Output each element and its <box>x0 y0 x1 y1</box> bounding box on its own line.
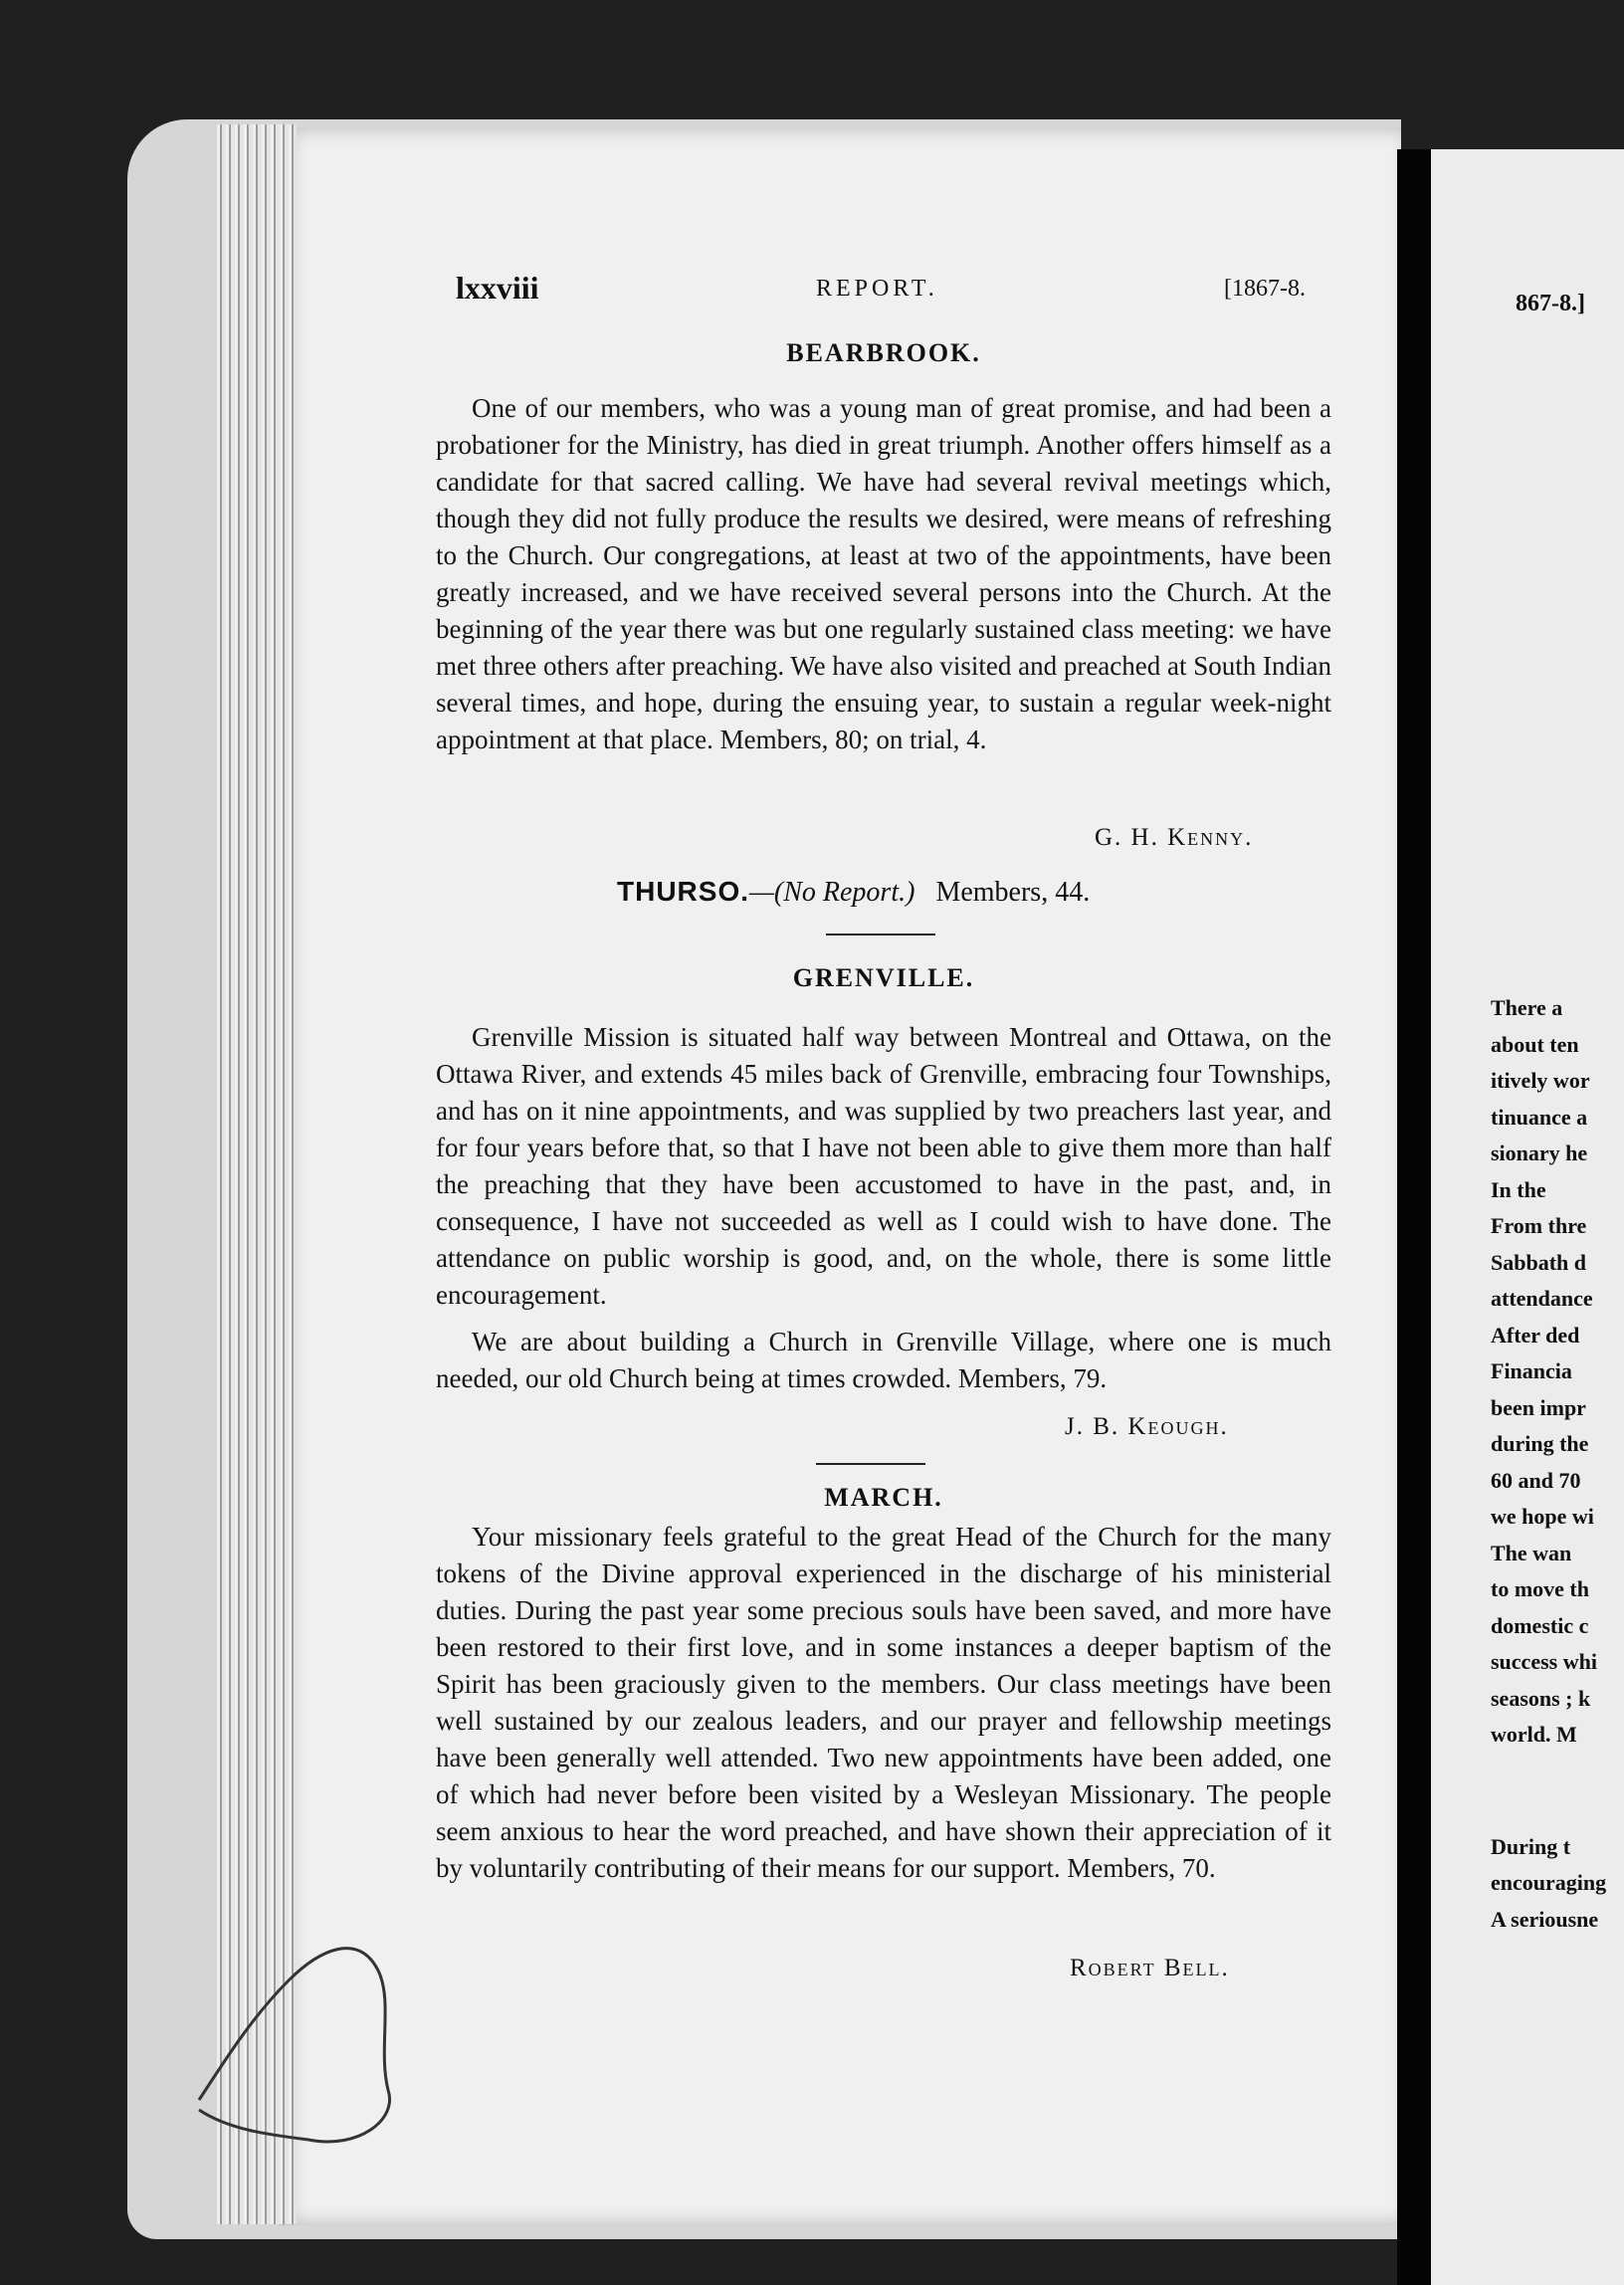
facing-line: we hope wi <box>1491 1504 1594 1529</box>
facing-line: been impr <box>1491 1394 1586 1420</box>
march-paragraph: Your missionary feels grateful to the great Head of the Church for the many tokens of the Divine approval experienced in the discharge of his ministerial duties. During the past year some precious souls have been saved, and more have been restored to their first love, and in some instances a deeper baptism of the Spirit has been graciously given to the members. Our class meetings have been well sustained by our zealous leaders, and our prayer and fellowship meetings have been generally well attended. Two new appointments have been added, one of which had never before been visited by a Wesleyan Missionary. The people seem anxious to hear the word preached, and have shown their appreciation of it by voluntarily contributing of their means for our support. Members, 70. <box>436 1522 1331 1883</box>
facing-line: encouraging <box>1491 1870 1607 1895</box>
facing-line: From thre <box>1491 1213 1587 1238</box>
facing-line: 60 and 70 <box>1491 1467 1581 1493</box>
grenville-signature: J. B. Keough. <box>1065 1413 1229 1440</box>
facing-line: about ten <box>1491 1031 1579 1057</box>
thurso-title: THURSO. <box>617 876 749 907</box>
section-divider <box>816 1463 925 1465</box>
grenville-body <box>436 1019 1331 1397</box>
bearbrook-signature: G. H. Kenny. <box>1095 824 1254 851</box>
facing-line: itively wor <box>1491 1068 1590 1093</box>
facing-line: sionary he <box>1491 1141 1588 1165</box>
page-years: [1867-8. <box>1224 276 1306 302</box>
facing-page-text <box>1491 990 1624 1938</box>
march-signature: Robert Bell. <box>1070 1955 1230 1981</box>
bearbrook-paragraph: One of our members, who was a young man of great promise, and had been a probationer for the Ministry, has died in great triumph. Another offers himself as a candidate for that sacred calling. We have had several revival meetings which, though they did not fully produce the results we desired, were means of refreshing to the Church. Our congregations, at least at two of the appointments, have been greatly increased, and we have received several persons into the Church. At the beginning of the year there was but one regularly sustained class meeting: we have met three others after preaching. We have also visited and preached at South Indian several times, and hope, during the ensuing year, to sustain a regular week-night appointment at that place. Members, 80; on trial, 4. <box>436 393 1331 754</box>
facing-line: During t <box>1491 1833 1571 1859</box>
facing-line: In the <box>1491 1176 1546 1202</box>
facing-page-header: 867-8.] <box>1516 291 1585 316</box>
grenville-paragraph-1: Grenville Mission is situated half way between Montreal and Ottawa, on the Ottawa River, and extends 45 miles back of Grenville, embracing four Townships, and has on it nine appointments, and was supplied by two preachers last year, and for four years before that, so that I have not been able to give them more than half the preaching that they have been accustomed to have in the past, and, in consequence, I have not succeeded as well as I could wish to have done. The attendance on public worship is good, and, on the whole, there is some little encouragement. <box>436 1022 1331 1310</box>
thurso-members: Members, 44. <box>935 877 1091 908</box>
facing-line: After ded <box>1491 1322 1580 1348</box>
facing-line: attendance <box>1491 1286 1593 1311</box>
facing-line: to move th <box>1491 1576 1589 1601</box>
facing-line: tinuance a <box>1491 1104 1588 1130</box>
facing-line: domestic c <box>1491 1612 1589 1638</box>
grenville-title: GRENVILLE. <box>792 963 975 992</box>
pencil-doodle-mark <box>189 1901 408 2160</box>
section-divider <box>826 934 935 935</box>
facing-line: Financia <box>1491 1358 1572 1383</box>
march-body <box>436 1519 1331 1887</box>
facing-line: world. M <box>1491 1722 1577 1747</box>
march-title: MARCH. <box>824 1483 943 1512</box>
facing-line: A seriousne <box>1491 1906 1599 1932</box>
thurso-line <box>617 876 1090 909</box>
facing-line: The wan <box>1491 1540 1572 1565</box>
facing-line: during the <box>1491 1431 1589 1456</box>
book-gutter <box>1397 149 1431 2285</box>
grenville-paragraph-2: We are about building a Church in Grenville Village, where one is much needed, our old Church being at times crowded. Members, 79. <box>436 1327 1331 1393</box>
thurso-note: —(No Report.) <box>749 877 915 908</box>
facing-line: Sabbath d <box>1491 1249 1587 1275</box>
facing-line: seasons ; k <box>1491 1685 1591 1711</box>
page-header <box>0 270 1624 310</box>
facing-line: success whi <box>1491 1649 1597 1674</box>
running-title: REPORT. <box>816 276 938 302</box>
bearbrook-body <box>436 390 1331 758</box>
bearbrook-title: BEARBROOK. <box>786 338 981 367</box>
page-number: lxxviii <box>456 270 539 306</box>
facing-line: There a <box>1491 995 1563 1020</box>
facing-gap <box>1491 1754 1624 1829</box>
